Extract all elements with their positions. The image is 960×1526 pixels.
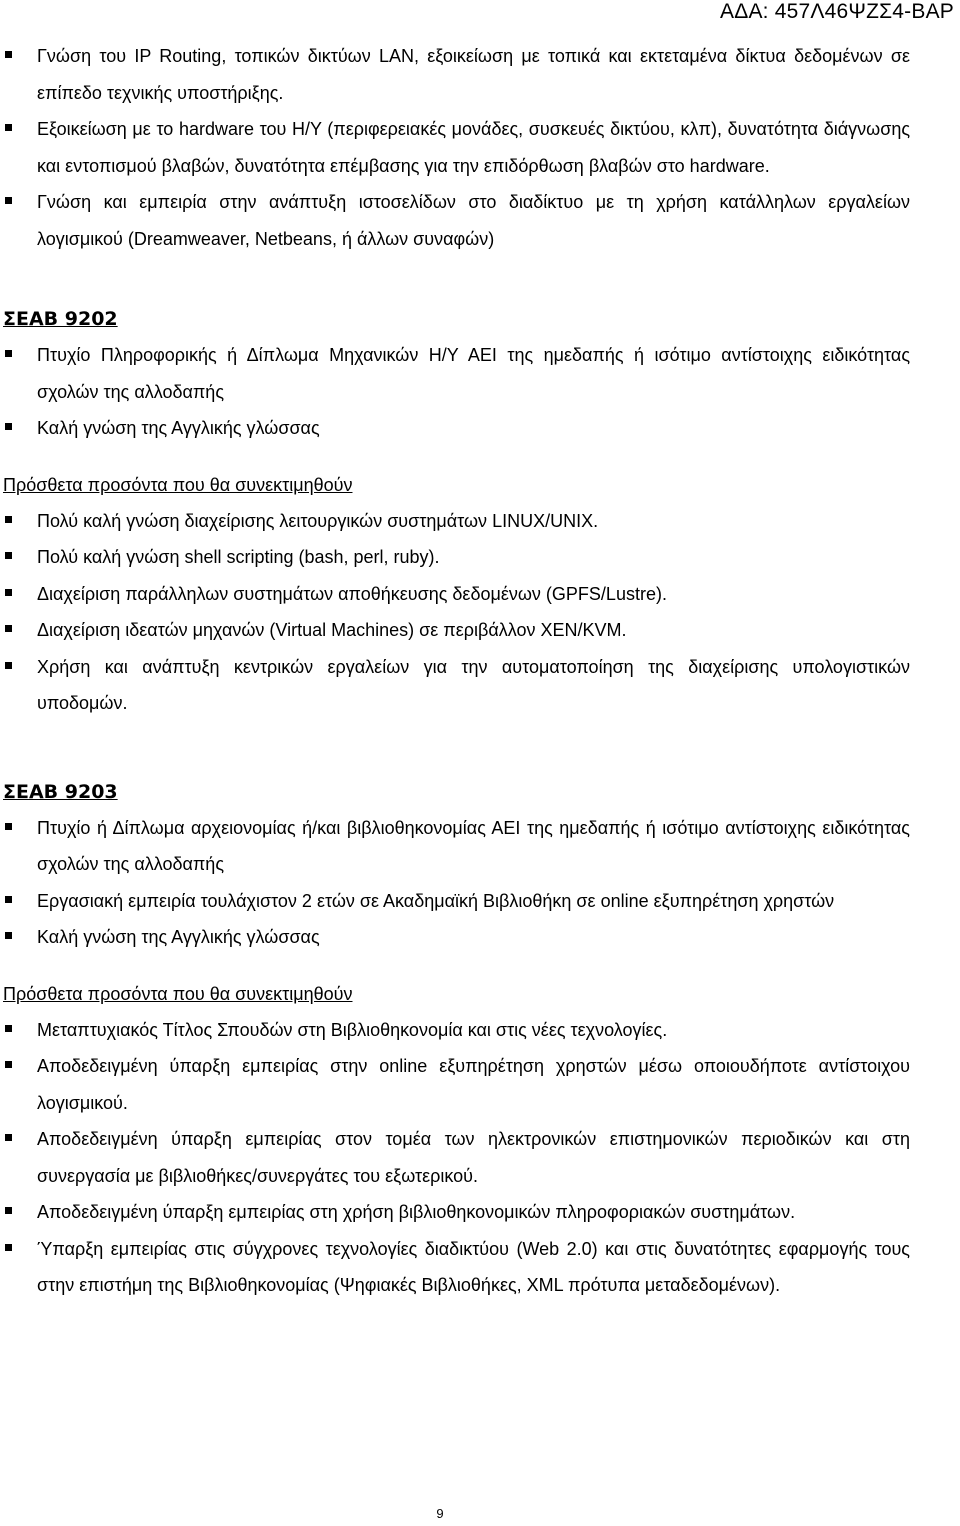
list-item: Καλή γνώση της Αγγλικής γλώσσας [3, 410, 910, 447]
extra-qualifications-title: Πρόσθετα προσόντα που θα συνεκτιμηθούν [3, 983, 353, 1004]
page-number: 9 [436, 1506, 444, 1521]
section-title: ΣΕΑΒ 9203 [3, 780, 118, 803]
list-item: Ύπαρξη εμπειρίας στις σύγχρονες τεχνολογίες διαδικτύου (Web 2.0) και στις δυνατότητες εφαρμογής τους στην επιστήμη της Βιβλιοθηκονομίας (Ψηφιακές Βιβλιοθήκες, XML πρότυπα μεταδεδομένων). [3, 1231, 910, 1304]
list-item: Πολύ καλή γνώση shell scripting (bash, perl, ruby). [3, 539, 910, 576]
ada-code: ΑΔΑ: 457Λ46ΨΖΣ4-ΒΑΡ [720, 0, 954, 23]
list-item: Πτυχίο Πληροφορικής ή Δίπλωμα Μηχανικών Η/Υ ΑΕΙ της ημεδαπής ή ισότιμο αντίστοιχης ειδικότητας σχολών της αλλοδαπής [3, 337, 910, 410]
list-item: Αποδεδειγμένη ύπαρξη εμπειρίας στη χρήση βιβλιοθηκονομικών πληροφοριακών συστημάτων. [3, 1194, 910, 1231]
list-item: Εξοικείωση με το hardware του Η/Υ (περιφερειακές μονάδες, συσκευές δικτύου, κλπ), δυνατότητα διάγνωσης και εντοπισμού βλαβών, δυνατότητα επέμβασης για την επιδόρθωση βλαβών στο hardware. [3, 111, 910, 184]
list-item: Γνώση και εμπειρία στην ανάπτυξη ιστοσελίδων στο διαδίκτυο με τη χρήση κατάλληλων εργαλείων λογισμικού (Dreamweaver, Netbeans, ή άλλων συναφών) [3, 184, 910, 257]
requirements-list [3, 337, 910, 447]
list-item: Μεταπτυχιακός Τίτλος Σπουδών στη Βιβλιοθηκονομία και στις νέες τεχνολογίες. [3, 1012, 910, 1049]
list-item: Αποδεδειγμένη ύπαρξη εμπειρίας στον τομέα των ηλεκτρονικών επιστημονικών περιοδικών και στη συνεργασία με βιβλιοθήκες/συνεργάτες του εξωτερικού. [3, 1121, 910, 1194]
list-item: Εργασιακή εμπειρία τουλάχιστον 2 ετών σε Ακαδημαϊκή Βιβλιοθήκη σε online εξυπηρέτηση χρηστών [3, 883, 910, 920]
list-item: Καλή γνώση της Αγγλικής γλώσσας [3, 919, 910, 956]
section-seab-9203 [3, 774, 910, 1304]
intro-list [3, 38, 910, 257]
list-item: Διαχείριση παράλληλων συστημάτων αποθήκευσης δεδομένων (GPFS/Lustre). [3, 576, 910, 613]
extra-qualifications-list [3, 503, 910, 722]
section-seab-9202 [3, 301, 910, 722]
section-title: ΣΕΑΒ 9202 [3, 308, 118, 330]
list-item: Πτυχίο ή Δίπλωμα αρχειονομίας ή/και βιβλιοθηκονομίας ΑΕΙ της ημεδαπής ή ισότιμο αντίστοιχης ειδικότητας σχολών της αλλοδαπής [3, 810, 910, 883]
list-item: Γνώση του IP Routing, τοπικών δικτύων LAN, εξοικείωση με τοπικά και εκτεταμένα δίκτυα δεδομένων σε επίπεδο τεχνικής υποστήριξης. [3, 38, 910, 111]
list-item: Διαχείριση ιδεατών μηχανών (Virtual Machines) σε περιβάλλον XEN/KVM. [3, 612, 910, 649]
extra-qualifications-list [3, 1012, 910, 1304]
list-item: Πολύ καλή γνώση διαχείρισης λειτουργικών συστημάτων LINUX/UNIX. [3, 503, 910, 540]
document-body [3, 38, 910, 1304]
extra-qualifications-title: Πρόσθετα προσόντα που θα συνεκτιμηθούν [3, 474, 353, 495]
requirements-list [3, 810, 910, 956]
list-item: Αποδεδειγμένη ύπαρξη εμπειρίας στην online εξυπηρέτηση χρηστών μέσω οποιουδήποτε αντίστοιχου λογισμικού. [3, 1048, 910, 1121]
list-item: Χρήση και ανάπτυξη κεντρικών εργαλείων για την αυτοματοποίηση της διαχείρισης υπολογιστικών υποδομών. [3, 649, 910, 722]
